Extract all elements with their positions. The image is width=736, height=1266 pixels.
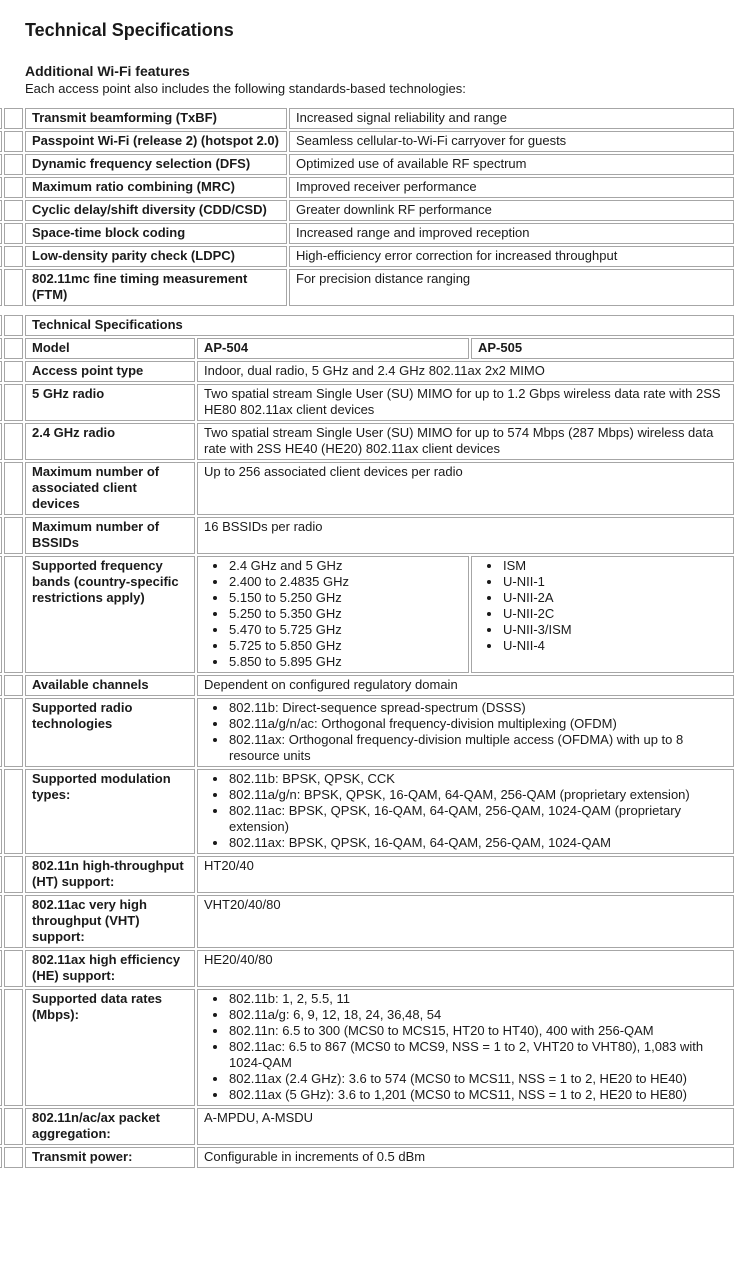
spec-row-radio-technologies [0,698,734,767]
spec-label: Transmit power: [25,1147,195,1168]
wifi-features-intro: Each access point also includes the following standards-based technologies: [25,81,466,96]
page-title: Technical Specifications [25,20,234,40]
spec-value: A-MPDU, A-MSDU [197,1108,734,1145]
feature-row [0,177,734,198]
feature-label: Space-time block coding [25,223,287,244]
bullet-item: • 5.150 to 5.250 GHz [228,590,462,606]
bullet-item: • 5.250 to 5.350 GHz [228,606,462,622]
spec-row [0,384,734,421]
bullet-item: • 802.11ac: 6.5 to 867 (MCS0 to MCS9, NSS = 1 to 2, VHT20 to VHT80), 1,083 with 1024-QAM [228,1039,727,1071]
feature-label: Dynamic frequency selection (DFS) [25,154,287,175]
feature-label: Maximum ratio combining (MRC) [25,177,287,198]
margin-spacer [4,269,23,306]
left-edge-fragment [0,769,2,854]
spec-row-frequency-bands [0,556,734,673]
left-edge-fragment [0,108,2,129]
bullet-item: • 802.11a/g/n: BPSK, QPSK, 16-QAM, 64-QAM, 256-QAM (proprietary extension) [228,787,727,803]
spec-label: Supported modulation types: [25,769,195,854]
feature-label: 802.11mc fine timing measurement (FTM) [25,269,287,306]
spec-row [0,423,734,460]
feature-value: Increased signal reliability and range [289,108,734,129]
bullet-item: • 802.11b: 1, 2, 5.5, 11 [228,991,727,1007]
spec-label: Supported frequency bands (country-specific restrictions apply) [25,556,195,673]
left-edge-fragment [0,675,2,696]
spec-row-data-rates [0,989,734,1106]
margin-spacer [4,384,23,421]
left-edge-fragment [0,361,2,382]
left-edge-fragment [0,556,2,673]
feature-value: Seamless cellular-to-Wi-Fi carryover for guests [289,131,734,152]
left-edge-fragment [0,1108,2,1145]
margin-spacer [4,517,23,554]
margin-spacer [4,154,23,175]
left-edge-fragment [0,698,2,767]
left-edge-fragment [0,989,2,1106]
spec-label: 802.11ac very high throughput (VHT) support: [25,895,195,948]
margin-spacer [4,556,23,673]
bullet-item: • 802.11b: BPSK, QPSK, CCK [228,771,727,787]
margin-spacer [4,246,23,267]
spec-value: Dependent on configured regulatory domain [197,675,734,696]
spec-value-bullets-2 [471,556,734,673]
wifi-features-heading: Additional Wi-Fi features [25,63,190,79]
feature-row [0,154,734,175]
bullet-item: • 5.470 to 5.725 GHz [228,622,462,638]
left-edge-fragment [0,384,2,421]
left-edge-fragment [0,1147,2,1168]
spec-value: Indoor, dual radio, 5 GHz and 2.4 GHz 802.11ax 2x2 MIMO [197,361,734,382]
spec-label: 802.11ax high efficiency (HE) support: [25,950,195,987]
margin-spacer [4,698,23,767]
spec-value-bullets [197,556,469,673]
left-edge-fragment [0,462,2,515]
left-edge-fragment [0,154,2,175]
bullet-item: • 5.725 to 5.850 GHz [228,638,462,654]
spec-value: HE20/40/80 [197,950,734,987]
feature-value: High-efficiency error correction for increased throughput [289,246,734,267]
spec-label: 802.11n high-throughput (HT) support: [25,856,195,893]
bullet-item: • 5.850 to 5.895 GHz [228,654,462,670]
spec-row [0,856,734,893]
margin-spacer [4,989,23,1106]
left-edge-fragment [0,517,2,554]
feature-row [0,269,734,306]
bullet-item: • U-NII-2C [502,606,727,622]
bullet-item: • 802.11ax (5 GHz): 3.6 to 1,201 (MCS0 to MCS11, NSS = 1 to 2, HE20 to HE80) [228,1087,727,1103]
left-edge-fragment [0,131,2,152]
feature-value: Improved receiver performance [289,177,734,198]
bullet-item: • 802.11a/g: 6, 9, 12, 18, 24, 36,48, 54 [228,1007,727,1023]
spec-value: Up to 256 associated client devices per radio [197,462,734,515]
margin-spacer [4,338,23,359]
bullet-item: • U-NII-3/ISM [502,622,727,638]
feature-row [0,223,734,244]
bullet-list [204,991,727,1103]
bullet-list [478,558,727,654]
spec-value: Configurable in increments of 0.5 dBm [197,1147,734,1168]
spec-label: Maximum number of associated client devices [25,462,195,515]
feature-label: Low-density parity check (LDPC) [25,246,287,267]
feature-row [0,200,734,221]
feature-value: Optimized use of available RF spectrum [289,154,734,175]
margin-spacer [4,895,23,948]
tech-specs-table [0,313,736,1170]
bullet-item: • U-NII-1 [502,574,727,590]
spec-row-modulation-types [0,769,734,854]
left-edge-fragment [0,269,2,306]
margin-spacer [4,423,23,460]
margin-spacer [4,1108,23,1145]
spec-label: Maximum number of BSSIDs [25,517,195,554]
left-edge-fragment [0,338,2,359]
spec-row [0,361,734,382]
model-ap505: AP-505 [471,338,734,359]
feature-label: Cyclic delay/shift diversity (CDD/CSD) [25,200,287,221]
margin-spacer [4,131,23,152]
bullet-item: • 2.4 GHz and 5 GHz [228,558,462,574]
spec-label: 802.11n/ac/ax packet aggregation: [25,1108,195,1145]
bullet-item: • 802.11ac: BPSK, QPSK, 16-QAM, 64-QAM, 256-QAM, 1024-QAM (proprietary extension) [228,803,727,835]
spec-value: Two spatial stream Single User (SU) MIMO for up to 1.2 Gbps wireless data rate with 2SS HE80 802.11ax client devices [197,384,734,421]
margin-spacer [4,315,23,336]
bullet-item: • 802.11a/g/n/ac: Orthogonal frequency-division multiplexing (OFDM) [228,716,727,732]
bullet-item: • 802.11n: 6.5 to 300 (MCS0 to MCS15, HT20 to HT40), 400 with 256-QAM [228,1023,727,1039]
left-edge-fragment [0,223,2,244]
spec-header-row [0,315,734,336]
margin-spacer [4,223,23,244]
margin-spacer [4,177,23,198]
spec-row [0,895,734,948]
spec-row [0,675,734,696]
left-edge-fragment [0,895,2,948]
spec-value-bullets [197,769,734,854]
left-edge-fragment [0,200,2,221]
bullet-item: • ISM [502,558,727,574]
left-edge-fragment [0,246,2,267]
bullet-item: • 802.11ax: Orthogonal frequency-division multiple access (OFDMA) with up to 8 resource units [228,732,727,764]
left-edge-fragment [0,950,2,987]
margin-spacer [4,1147,23,1168]
spec-row [0,462,734,515]
spec-row [0,517,734,554]
spec-value-bullets [197,989,734,1106]
bullet-item: • 802.11b: Direct-sequence spread-spectrum (DSSS) [228,700,727,716]
spec-row [0,1147,734,1168]
spec-value: VHT20/40/80 [197,895,734,948]
feature-row [0,131,734,152]
spec-label: Available channels [25,675,195,696]
bullet-list [204,771,727,851]
spec-label: Access point type [25,361,195,382]
spec-label: Supported radio technologies [25,698,195,767]
margin-spacer [4,108,23,129]
spec-label: Supported data rates (Mbps): [25,989,195,1106]
margin-spacer [4,675,23,696]
model-ap504: AP-504 [197,338,469,359]
spec-label: 2.4 GHz radio [25,423,195,460]
feature-value: For precision distance ranging [289,269,734,306]
left-edge-fragment [0,177,2,198]
margin-spacer [4,361,23,382]
model-row [0,338,734,359]
left-edge-fragment [0,856,2,893]
spec-value: 16 BSSIDs per radio [197,517,734,554]
bullet-item: • U-NII-4 [502,638,727,654]
bullet-item: • U-NII-2A [502,590,727,606]
margin-spacer [4,769,23,854]
margin-spacer [4,856,23,893]
bullet-list [204,700,727,764]
spec-row [0,950,734,987]
spec-row [0,1108,734,1145]
feature-row [0,108,734,129]
left-edge-fragment [0,423,2,460]
bullet-item: • 802.11ax (2.4 GHz): 3.6 to 574 (MCS0 to MCS11, NSS = 1 to 2, HE20 to HE40) [228,1071,727,1087]
feature-row [0,246,734,267]
spec-label: 5 GHz radio [25,384,195,421]
feature-label: Passpoint Wi-Fi (release 2) (hotspot 2.0) [25,131,287,152]
bullet-item: • 802.11ax: BPSK, QPSK, 16-QAM, 64-QAM, 256-QAM, 1024-QAM [228,835,727,851]
spec-value: Two spatial stream Single User (SU) MIMO for up to 574 Mbps (287 Mbps) wireless data rate with 2SS HE40 (HE20) 802.11ax client devices [197,423,734,460]
bullet-item: • 2.400 to 2.4835 GHz [228,574,462,590]
feature-value: Increased range and improved reception [289,223,734,244]
bullet-list [204,558,462,670]
feature-value: Greater downlink RF performance [289,200,734,221]
model-label: Model [25,338,195,359]
spec-value-bullets [197,698,734,767]
left-edge-fragment [0,315,2,336]
margin-spacer [4,462,23,515]
spec-value: HT20/40 [197,856,734,893]
feature-label: Transmit beamforming (TxBF) [25,108,287,129]
margin-spacer [4,950,23,987]
wifi-features-table [0,106,736,308]
spec-table-header: Technical Specifications [25,315,734,336]
margin-spacer [4,200,23,221]
